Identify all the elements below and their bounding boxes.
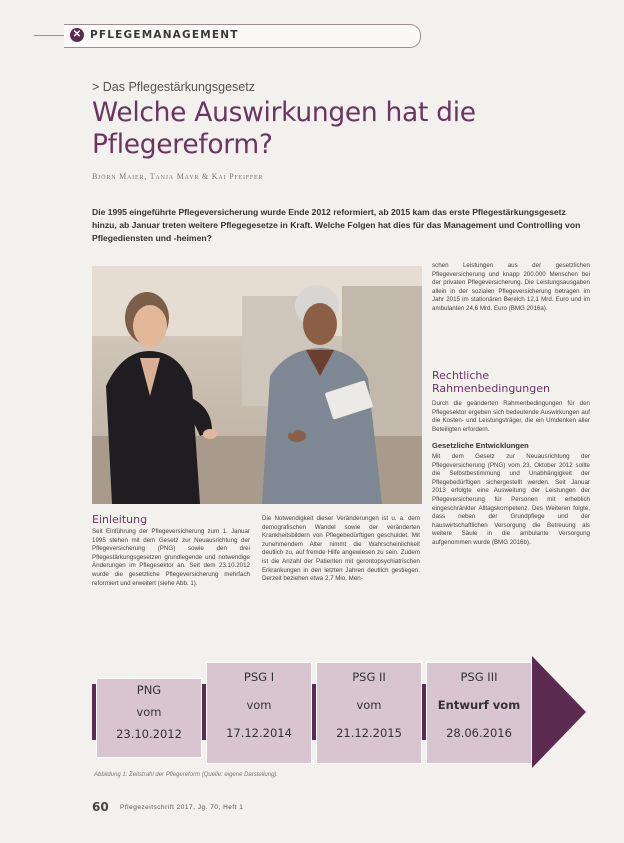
timeline-item-subtitle: vom bbox=[356, 698, 382, 712]
timeline-item-png bbox=[96, 678, 202, 758]
article-authors: Björn Maier, Tanja Mayr & Kai Pfeiffer bbox=[92, 172, 264, 181]
timeline-item-date: 28.06.2016 bbox=[446, 726, 512, 740]
body-column-1: Seit Einführung der Pflegeversicherung zum 1. Januar 1995 stehen mit dem Gesetz zur Neuausrichtung der Pflegeversicherung (PNG) sowie den drei Pflegestärkungsgesetzen grundlegende und notwendige Änderungen im Pflegesektor an. Seit dem 23.10.2012 wurde die gesetzliche Pflegeversicherung mehrfach reformiert und erweitert (siehe Abb. 1). bbox=[92, 528, 250, 587]
page-number: 60 bbox=[92, 800, 109, 814]
timeline-item-title: PNG bbox=[136, 683, 162, 697]
body-column-2: Die Notwendigkeit dieser Veränderungen ist u. a. dem demografischen Wandel sowie der veränderten Krankheitsbildern von Pflegebedürftigen geschuldet. Mit zunehmendem Alter nimmt die Wahrscheinlichkeit deutlich zu, auf fremde Hilfe angewiesen zu sein. Zudem ist die Anzahl der Patienten mit gerontopsychiatrischen Erkrankungen in den letzten Jahren deutlich gestiegen. Derzeit beziehen etwa 2,7 Mio. Men- bbox=[262, 515, 420, 583]
subheading-gesetzliche-entwicklungen: Gesetzliche Entwicklungen bbox=[432, 441, 529, 450]
section-title: PFLEGEMANAGEMENT bbox=[90, 29, 239, 41]
article-title-line-1: Welche Auswirkungen hat die bbox=[92, 97, 476, 128]
timeline-item-psg-3 bbox=[426, 662, 532, 764]
timeline-item-psg-1 bbox=[206, 662, 312, 764]
timeline-item-title: PSG I bbox=[243, 670, 275, 684]
article-title-line-2: Pflegereform? bbox=[92, 129, 273, 160]
figure-caption: Abbildung 1: Zeitstrahl der Pflegereform (Quelle: eigene Darstellung). bbox=[94, 772, 279, 778]
timeline-item-title: PSG III bbox=[460, 670, 498, 684]
body-column-3-bottom: Mit dem Gesetz zur Neuausrichtung der Pflegeversicherung (PNG) vom 23. Oktober 2012 sollte die Selbstbestimmung und Unabhängigkeit der Pflegebedürftigen sichergestellt werden. Seit Januar 2013 erfolgte eine Ausweitung der Leistungen der Pflegeversicherung für Personen mit erheblich eingeschränkter Alltagskompetenz. Des Weiteren folgte, dass neben der Grundpflege und der hauswirtschaftlichen Versorgung die Betreuung als weitere Säule in die ambulante Versorgung aufgenommen wurde (BMG 2016b). bbox=[432, 453, 590, 546]
body-column-3-top: schen Leistungen aus der gesetzlichen Pflegeversicherung und knapp 200.000 Menschen bei der privaten Pflegeversicherung. Die Leistungsausgaben allein in der sozialen Pflegeversicherung betragen im Jahr 2015 im stationären Bereich 12,1 Mrd. Euro und im ambulanten 24,6 Mrd. Euro (BMG 2016a). bbox=[432, 262, 590, 312]
timeline-item-subtitle: vom bbox=[246, 698, 272, 712]
heading-einleitung: Einleitung bbox=[92, 513, 148, 526]
timeline-item-date: 21.12.2015 bbox=[336, 726, 402, 740]
heading-rechtliche-rahmenbedingungen: Rechtliche Rahmenbedingungen bbox=[432, 369, 550, 395]
x-circle-icon: ✕ bbox=[70, 28, 84, 42]
article-title bbox=[92, 97, 542, 161]
journal-reference: Pflegezeitschrift 2017, Jg. 70, Heft 1 bbox=[120, 804, 244, 811]
body-column-3-middle: Durch die geänderten Rahmenbedingungen für den Pflegesektor ergeben sich bedeutende Auswirkungen auf die Kosten- und Leistungsträger, die ein Umdenken aller Beteiligten erfordern. bbox=[432, 400, 590, 433]
timeline-item-date: 17.12.2014 bbox=[226, 726, 292, 740]
timeline-item-subtitle: Entwurf vom bbox=[437, 698, 521, 712]
timeline-item-title: PSG II bbox=[352, 670, 386, 684]
article-photo bbox=[92, 266, 422, 504]
timeline-item-psg-2 bbox=[316, 662, 422, 764]
photo-illustration bbox=[92, 266, 422, 504]
timeline-item-subtitle: vom bbox=[136, 705, 162, 719]
timeline-figure bbox=[92, 656, 586, 768]
article-lead: Die 1995 eingeführte Pflegeversicherung wurde Ende 2012 reformiert, ab 2015 kam das erste Pflegestärkungsgesetz hinzu, ab Januar treten weitere Pflegegesetze in Kraft. Welche Folgen hat dies für das Management und Controlling von Pflegediensten und -heimen? bbox=[92, 207, 581, 243]
timeline-item-date: 23.10.2012 bbox=[116, 727, 182, 741]
article-kicker: > Das Pflegestärkungsgesetz bbox=[92, 80, 255, 94]
